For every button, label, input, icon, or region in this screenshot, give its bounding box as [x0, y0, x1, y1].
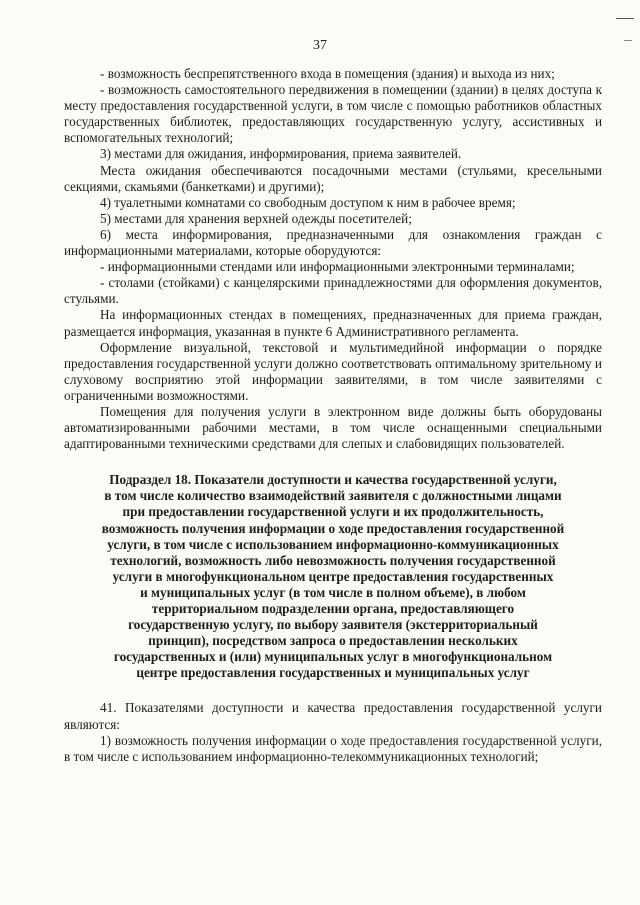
heading-line: технологий, возможность либо невозможность получения государственной	[110, 552, 556, 568]
paragraph: Места ожидания обеспечиваются посадочными местами (стульями, кресельными секциями, скамьями (банкетками) и другими);	[64, 162, 602, 194]
page-number: 37	[313, 38, 327, 53]
heading-line: центре предоставления государственных и муниципальных услуг	[136, 665, 530, 681]
paragraph: Оформление визуальной, текстовой и мультимедийной информации о порядке предоставления государственной услуги должно соответствовать оптимальному зрительному и слуховому восприятию этой информации заявителями, в том числе заявителями с ограниченными возможностями.	[64, 339, 602, 403]
heading-line: территориальном подразделении органа, предоставляющего	[151, 601, 515, 616]
heading-line: услуги, в том числе с использованием информационно-коммуникационных	[107, 536, 559, 552]
section-heading	[70, 472, 596, 681]
heading-line: в том числе количество взаимодействий заявителя с должностными лицами	[104, 488, 562, 504]
heading-line: при предоставлении государственной услуги и их продолжительность,	[122, 504, 544, 520]
paragraph: 1) возможность получения информации о ходе предоставления государственной услуги, в том числе с использованием информационно-телекоммуникационных технологий;	[64, 732, 602, 764]
scan-mark	[616, 18, 634, 19]
heading-line: государственных и (или) муниципальных услуг в многофункциональном	[113, 649, 553, 665]
paragraph: - возможность беспрепятственного входа в помещения (здания) и выхода из них;	[100, 66, 555, 81]
paragraph: Помещения для получения услуги в электронном виде должны быть оборудованы автоматизированными рабочими местами, в том числе оснащенными специальными адаптированными техническими средствами для слепых и слабовидящих пользователей.	[64, 403, 602, 452]
heading-line: Подраздел 18. Показатели доступности и качества государственной услуги,	[109, 472, 557, 488]
heading-line: услуги в многофункциональном центре предоставления государственных	[112, 568, 554, 584]
paragraph: 4) туалетными комнатами со свободным доступом к ним в рабочее время;	[100, 194, 516, 210]
paragraph: 3) местами для ожидания, информирования, приема заявителей.	[100, 146, 462, 162]
paragraph: - возможность самостоятельного передвижения в помещении (здании) в целях доступа к месту предоставления государственной услуги, в том числе с помощью работников областных государственных библиотек, предоставляющих государственную услугу, ассистивных и вспомогательных технологий;	[64, 82, 602, 146]
paragraph: 41. Показателями доступности и качества предоставления государственной услуги являются:	[64, 700, 602, 732]
document-body	[64, 66, 602, 765]
paragraph: - столами (стойками) с канцелярскими принадлежностями для оформления документов, стульями.	[64, 275, 602, 307]
scan-mark	[624, 40, 632, 41]
heading-line: возможность получения информации о ходе предоставления государственной	[101, 520, 565, 536]
paragraph: 5) местами для хранения верхней одежды посетителей;	[100, 210, 412, 226]
paragraph: 6) места информирования, предназначенными для ознакомления граждан с информационными материалами, которые оборудуются:	[64, 226, 602, 259]
heading-line: и муниципальных услуг (в том числе в полном объеме), в любом	[140, 584, 526, 600]
paragraph: На информационных стендах в помещениях, предназначенных для приема граждан, размещается информация, указанная в пункте 6 Административного регламента.	[64, 307, 602, 339]
paragraph: - информационными стендами или информационными электронными терминалами;	[100, 259, 575, 275]
heading-line: принцип), посредством запроса о предоставлении нескольких	[148, 633, 518, 649]
heading-line: государственную услугу, по выбору заявителя (экстерриториальный	[128, 617, 538, 633]
